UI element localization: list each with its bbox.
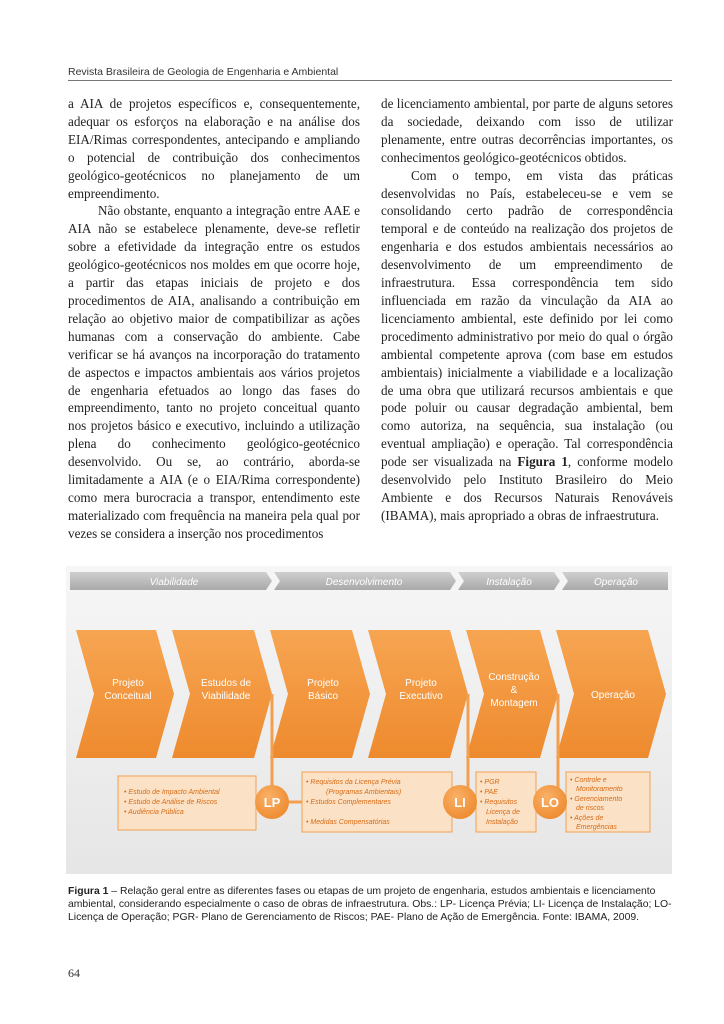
box-lo-operation: [566, 772, 650, 832]
page-number: 64: [68, 966, 80, 980]
header-rule: [68, 80, 672, 81]
phase-bar-viabilidade: [70, 572, 272, 590]
phase-label-desenvolvimento: Desenvolvimento: [325, 577, 403, 588]
figure-reference: Figura 1: [517, 454, 568, 470]
left-paragraph-1: a AIA de projetos específicos e, consequentemente, adequar os esforços na elaboração e na análise dos EIA/Rimas correspondentes, antecipando e ampliando o potencial de contribuição dos conhecimentos geológico-geotécnicos no planejamento de um empreendimento.: [68, 96, 360, 201]
caption-text: – Relação geral entre as diferentes fases ou etapas de um projeto de engenharia, estudos ambientais e licenciamento ambiental, considerando especialmente o caso de obras de infraestrutura. Obs.: LP- Licença Prévia; LI- Licença de Instalação; LO- Licença de Operação; PGR- Plano de Gerenciamento de Riscos; PAE- Plano de Ação de Emergência. Fonte: IBAMA, 2009.: [68, 886, 672, 924]
left-paragraph-2: Não obstante, enquanto a integração entre AAE e AIA não se estabelece plenamente, deve-se refletir sobre a efetividade da integração entre os estudos geológico-geotécnicos nos moldes em que ocorre hoje, a partir das etapas iniciais de projeto e dos procedimentos de AIA, analisando a contribuição em relação ao objetivo maior de compatibilizar as ações humanas com a conservação do ambiente. Cabe verificar se há avanços na incorporação do tratamento de aspectos e impactos ambientais aos vários projetos de engenharia efetuados ao longo das fases do empreendimento, tanto no projeto conceitual quanto nos projetos básico e executivo, incluindo a utilização plena do conhecimento geológico-geotécnico desenvolvido. Ou se, ao contrário, aborda-se limitadamente a AIA (e o EIA/Rima correspondente) como mera burocracia a transpor, entendimento este materializado com frequência na maneira pela qual por vezes se considera a inserção nos procedimentos: [68, 203, 360, 541]
svg-text:LO: LO: [540, 795, 560, 810]
phase-bar-desenvolvimento: [274, 572, 456, 590]
step-label: Projeto Básico: [307, 678, 339, 702]
phase-bar-instalacao: [458, 572, 560, 590]
right-paragraph-2-text-b: , conforme modelo desenvolvido pelo Instituto Brasileiro do Meio Ambiente e dos Recursos Naturais Renováveis (IBAMA), mais apropriado a obras de infraestrutura.: [381, 454, 673, 523]
phase-label-viabilidade: Viabilidade: [149, 577, 199, 588]
phase-label-operacao: Operação: [594, 577, 638, 588]
svg-text:• PGR • PAE • Requ: • PGR • PAE • Requisitos Licença de Instalação: [480, 779, 520, 826]
step-label: Projeto Conceitual: [104, 678, 152, 702]
svg-text:• Controle e Monitoramen: • Controle e Monitoramento • Gerenciamento de riscos • Ações de Emergências: [570, 777, 623, 831]
step-label: Construção & Montagem: [488, 672, 540, 709]
license-lo: [533, 785, 567, 819]
step-label: Estudos de Viabilidade: [200, 678, 252, 702]
right-paragraph-1: de licenciamento ambiental, por parte de alguns setores da sociedade, deixando com isso de utilizar plenamente, entre outras decorrências importantes, os conhecimentos geológico-geotécnicos obtidos.: [381, 96, 673, 165]
right-column: [381, 95, 673, 525]
box-li-installation: [476, 772, 536, 832]
svg-text:• Estudo de Impacto Ambiental: • Estudo de Impacto Ambiental • Estudo de Análise de Riscos • Audiência Pública: [124, 789, 220, 816]
right-paragraph-2-text-a: Com o tempo, em vista das práticas desenvolvidas no País, estabeleceu-se e vem se consolidando certo padrão de correspondência temporal e de conteúdo na realização dos projetos de engenharia e dos estudos ambientais necessários ao desenvolvimento de um empreendimento de infraestrutura. Essa correspondência tem sido influenciada em razão da vinculação da AIA ao licenciamento ambiental, este definido por lei como procedimento administrativo por meio do qual o órgão ambiental competente aprova (com base em estudos ambientais) inicialmente a viabilidade e a localização de uma obra que utilizará recursos ambientais e que pode poluir ou causar degradação ambiental, bem como autoriza, na sequência, sua instalação (ou eventual ampliação) e operação. Tal correspondência pode ser visualizada na: [381, 167, 673, 470]
step-label: Operação: [591, 690, 635, 701]
phase-bar-operacao: [562, 572, 668, 590]
figure-1-diagram: [66, 566, 672, 874]
svg-text:• Requisitos da Licença Prévia: • Requisitos da Licença Prévia (Programas Ambientais) • Estudos Complementares • Medidas Compensatórias: [306, 779, 402, 826]
left-column: [68, 95, 360, 543]
running-header: Revista Brasileira de Geologia de Engenharia e Ambiental: [68, 66, 339, 78]
step-label: Projeto Executivo: [399, 678, 443, 702]
phase-label-instalacao: Instalação: [486, 577, 532, 588]
box-lp-requirements: [118, 776, 256, 830]
svg-text:LI: LI: [454, 795, 466, 810]
figure-caption: [68, 885, 672, 925]
caption-label: Figura 1: [68, 886, 109, 897]
right-paragraph-2: [381, 167, 673, 525]
box-li-requirements: [302, 772, 452, 832]
license-li: [443, 785, 477, 819]
license-lp: [255, 785, 289, 819]
svg-text:LP: LP: [263, 795, 281, 810]
